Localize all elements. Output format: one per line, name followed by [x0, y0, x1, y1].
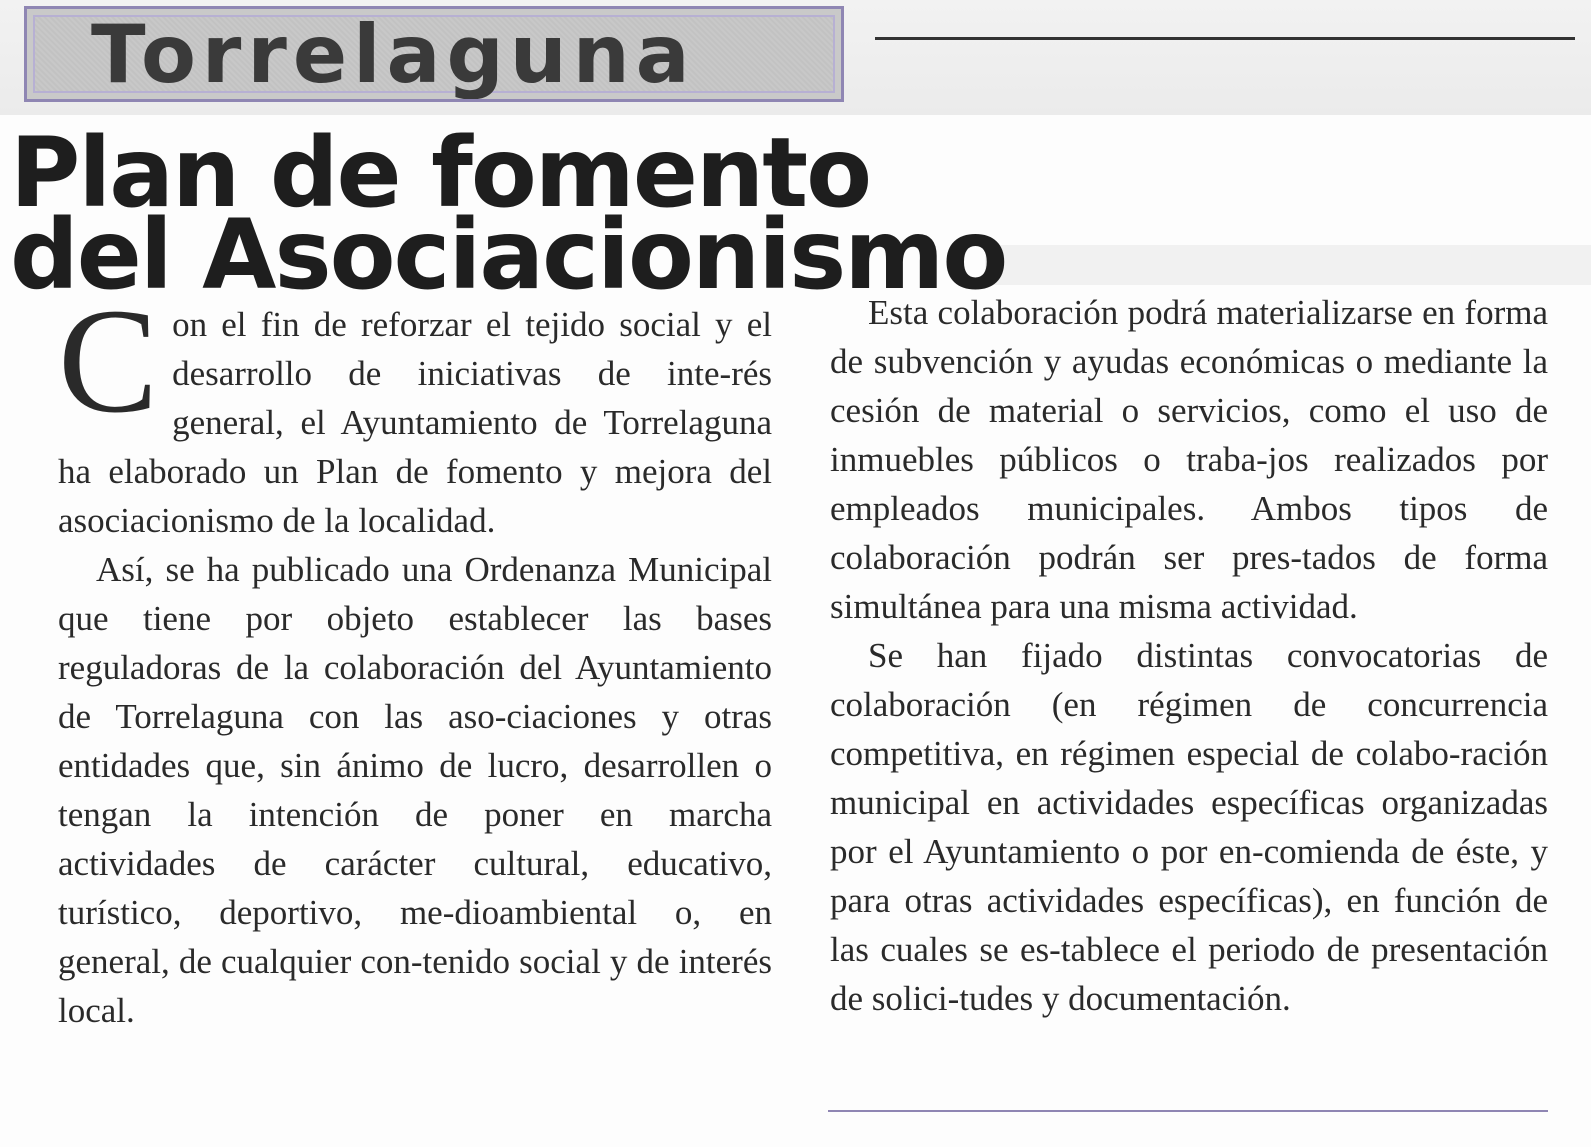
drop-cap: C — [58, 278, 159, 444]
paragraph-4: Se han fijado distintas convocatorias de colaboración (en régimen de concurrencia competitiva, en régimen especial de colabo-ración municipal en actividades específicas organizadas por el Ayuntamiento o por en-comienda de éste, y para otras actividades específicas), en función de las cuales se es-tablece el periodo de presentación de solici-tudes y documentación. — [830, 636, 1548, 1018]
article-column-right — [830, 288, 1548, 1023]
paragraph-3: Esta colaboración podrá materializarse en forma de subvención y ayudas económicas o mediante la cesión de material o servicios, como el uso de inmuebles públicos o traba-jos realizados por empleados municipales. Ambos tipos de colaboración podrán ser pres-tados de forma simultánea para una misma actividad. — [830, 293, 1548, 626]
section-title: Torrelaguna — [91, 8, 696, 101]
paragraph-1 — [58, 278, 772, 545]
paragraph-2: Así, se ha publicado una Ordenanza Municipal que tiene por objeto establecer las bases reguladoras de la colaboración del Ayuntamiento de Torrelaguna con las aso-ciaciones y otras entidades que, sin ánimo de lucro, desarrollen o tengan la intención de poner en marcha actividades de carácter cultural, educativo, turístico, deportivo, me-dioambiental o, en general, de cualquier con-tenido social y de interés local. — [58, 550, 772, 1030]
article-column-left — [58, 278, 772, 1035]
faded-background-strip — [985, 245, 1591, 285]
top-rule-divider — [875, 37, 1575, 40]
section-header-box — [24, 6, 844, 102]
headline-line-2: del Asociacionismo — [10, 199, 1007, 311]
bottom-rule-divider — [828, 1110, 1548, 1112]
headline-line-1: Plan de fomento — [10, 117, 871, 229]
paragraph-1-text: on el fin de reforzar el tejido social y el desarrollo de iniciativas de inte-rés general, el Ayuntamiento de Torrelaguna ha elaborado un Plan de fomento y mejora del asociacionismo de la localidad. — [58, 305, 772, 540]
